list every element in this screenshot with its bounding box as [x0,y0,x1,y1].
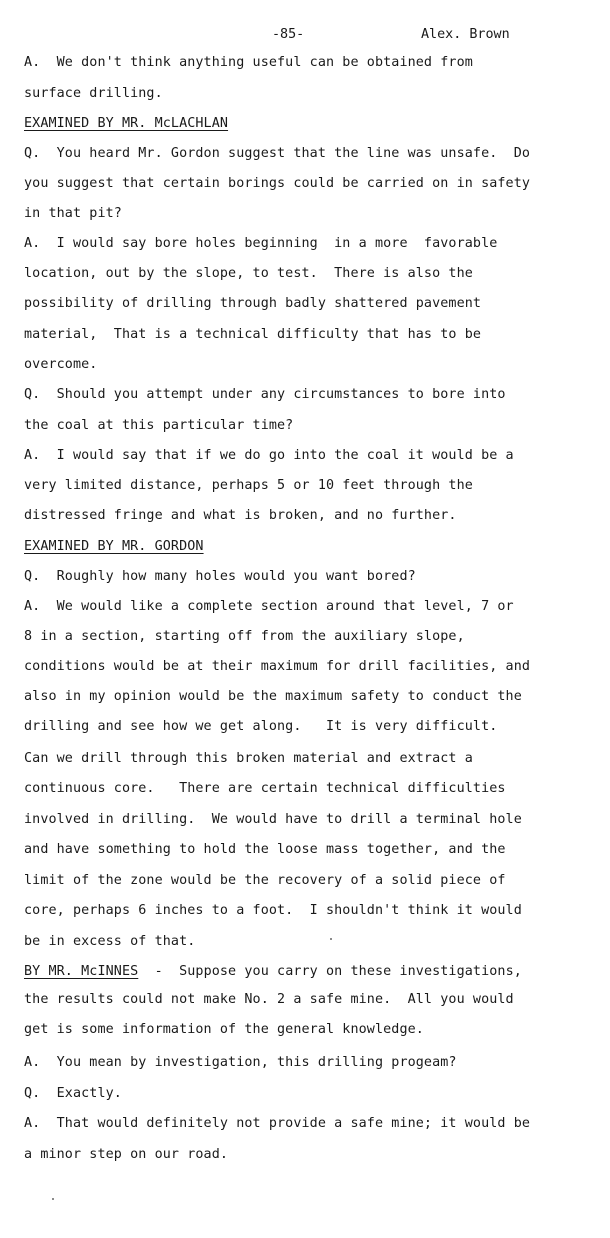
transcript-line: A. That would definitely not provide a safe mine; it would be [24,1116,531,1131]
transcript-line: very limited distance, perhaps 5 or 10 feet through the [24,478,473,493]
page-number: -85- [272,27,305,42]
transcript-line: possibility of drilling through badly shattered pavement [24,296,482,311]
transcript-line: conditions would be at their maximum for drill facilities, and [24,659,531,674]
transcript-line: involved in drilling. We would have to drill a terminal hole [24,812,522,827]
transcript-line: A. You mean by investigation, this drilling progeam? [24,1055,457,1070]
witness-name: Alex. Brown [421,27,510,42]
transcript-line: Q. You heard Mr. Gordon suggest that the line was unsafe. Do [24,146,531,161]
transcript-line: the results could not make No. 2 a safe mine. All you would [24,992,514,1007]
section-heading: EXAMINED BY MR. GORDON [24,539,204,554]
transcript-line-text: - Suppose you carry on these investigations, [138,964,522,979]
transcript-line: location, out by the slope, to test. There is also the [24,266,473,281]
transcript-line: get is some information of the general knowledge. [24,1022,424,1037]
transcript-line: A. We would like a complete section around that level, 7 or [24,599,514,614]
transcript-line: drilling and see how we get along. It is very difficult. [24,719,498,734]
transcript-line: Can we drill through this broken material and extract a [24,751,473,766]
transcript-line [24,963,522,981]
transcript-line: material, That is a technical difficulty that has to be [24,327,482,342]
section-heading: EXAMINED BY MR. McLACHLAN [24,116,229,131]
speaker-label: BY MR. McINNES [24,964,139,979]
transcript-line: and have something to hold the loose mass together, and the [24,842,506,857]
transcript-line: Q. Exactly. [24,1086,122,1101]
paper-speck [330,938,332,940]
transcript-line: limit of the zone would be the recovery of a solid piece of [24,873,506,888]
transcript-line: surface drilling. [24,86,163,101]
transcript-line: distressed fringe and what is broken, and no further. [24,508,457,523]
paper-speck [52,1198,54,1200]
transcript-line: the coal at this particular time? [24,418,294,433]
transcript-line: Q. Roughly how many holes would you want bored? [24,569,416,584]
transcript-line: 8 in a section, starting off from the auxiliary slope, [24,629,465,644]
transcript-line: in that pit? [24,206,122,221]
transcript-line: also in my opinion would be the maximum safety to conduct the [24,689,522,704]
transcript-line: you suggest that certain borings could be carried on in safety [24,176,531,191]
transcript-line: A. I would say bore holes beginning in a more favorable [24,236,498,251]
transcript-line: A. We don't think anything useful can be obtained from [24,55,473,70]
transcript-line: a minor step on our road. [24,1147,229,1162]
transcript-line: overcome. [24,357,98,372]
transcript-line: core, perhaps 6 inches to a foot. I shouldn't think it would [24,903,522,918]
transcript-line: continuous core. There are certain technical difficulties [24,781,506,796]
transcript-line: be in excess of that. [24,934,196,949]
transcript-line: Q. Should you attempt under any circumstances to bore into [24,387,506,402]
transcript-line: A. I would say that if we do go into the coal it would be a [24,448,514,463]
